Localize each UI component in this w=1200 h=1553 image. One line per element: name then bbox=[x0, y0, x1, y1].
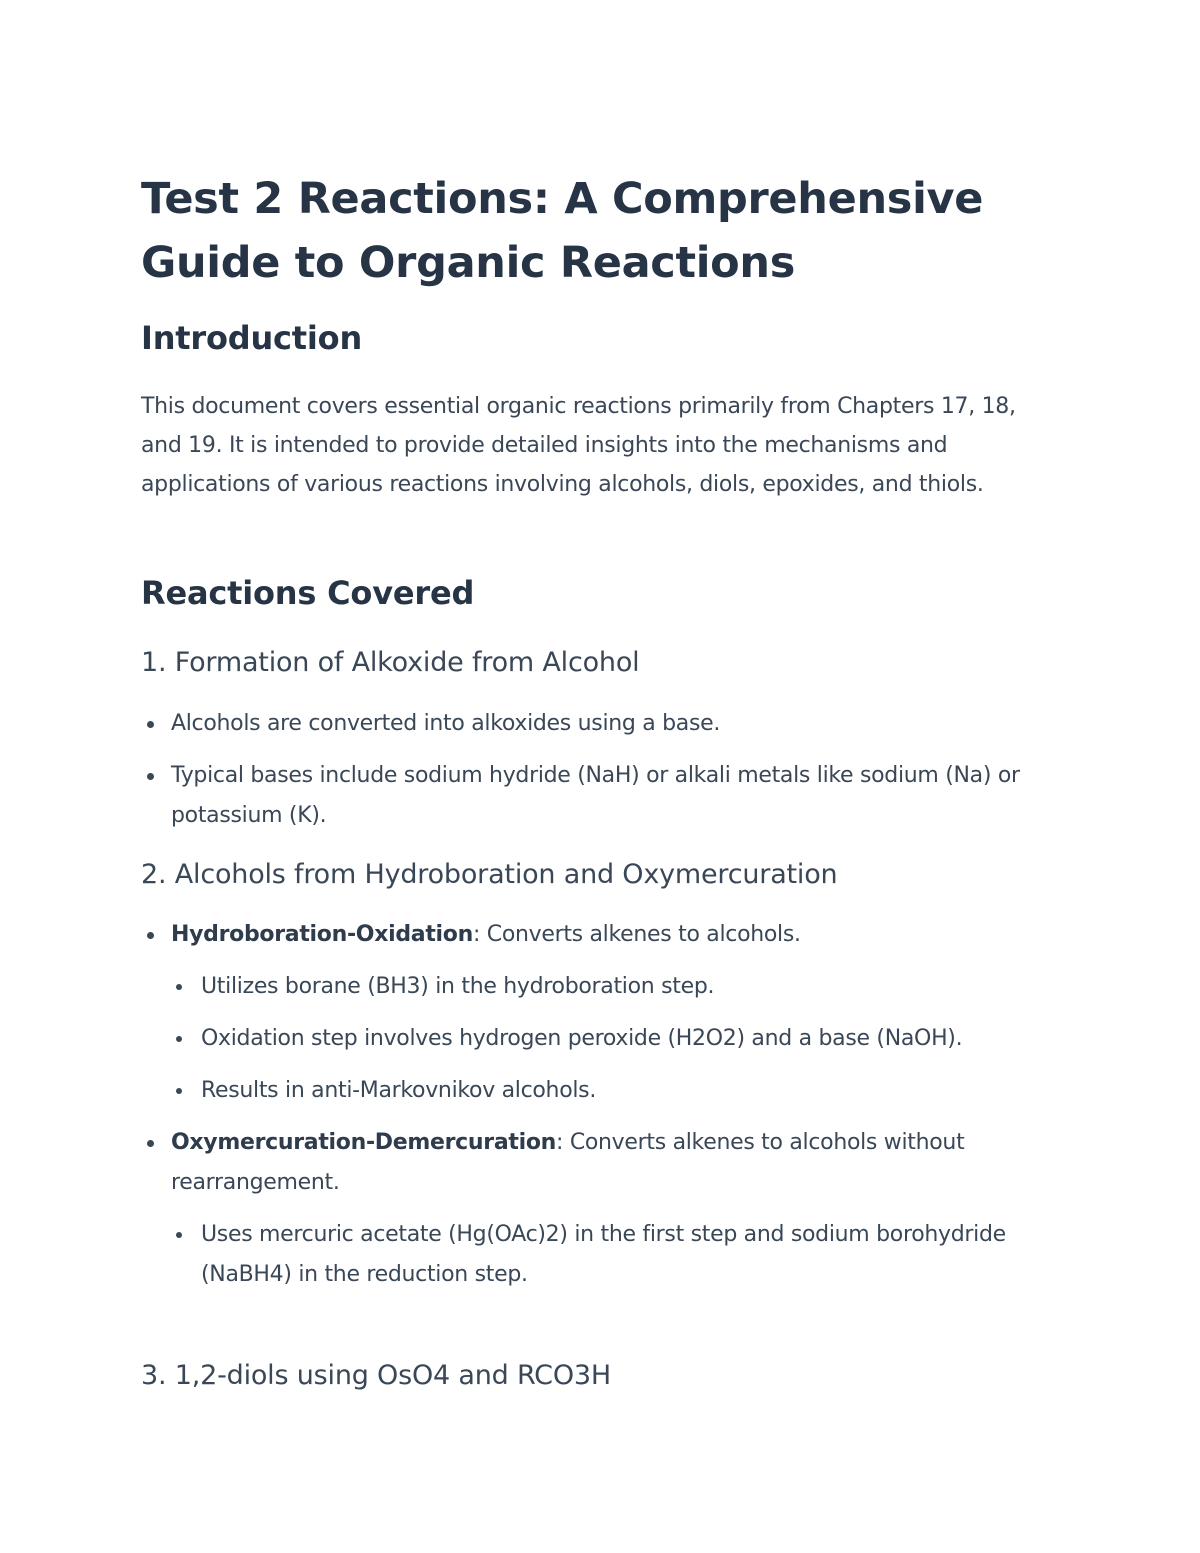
hydroboration-sublist bbox=[171, 967, 1071, 1111]
list-item-hydroboration bbox=[141, 915, 1071, 1111]
section-2-list bbox=[141, 915, 1071, 1307]
hydroboration-text: : Converts alkenes to alcohols. bbox=[472, 922, 801, 947]
list-item: Utilizes borane (BH3) in the hydroboration step. bbox=[171, 967, 1071, 1007]
introduction-paragraph: This document covers essential organic reactions primarily from Chapters 17, 18, and 19. It is intended to provide detailed insights into the mechanisms and applications of various reactions involving alcohols, diols, epoxides, and thiols. bbox=[141, 394, 1016, 497]
reactions-covered-heading: Reactions Covered bbox=[141, 574, 475, 612]
list-item: Oxidation step involves hydrogen peroxide (H2O2) and a base (NaOH). bbox=[171, 1019, 1071, 1059]
section-2-heading: 2. Alcohols from Hydroboration and Oxymercuration bbox=[141, 859, 838, 890]
section-3-heading: 3. 1,2-diols using OsO4 and RCO3H bbox=[141, 1360, 611, 1391]
hydroboration-term: Hydroboration-Oxidation bbox=[171, 922, 473, 947]
oxymercuration-sublist bbox=[171, 1215, 1071, 1295]
section-1-list bbox=[141, 704, 1071, 848]
list-item: Results in anti-Markovnikov alcohols. bbox=[171, 1071, 1071, 1111]
list-item: Alcohols are converted into alkoxides using a base. bbox=[141, 704, 1071, 744]
oxymercuration-term: Oxymercuration-Demercuration bbox=[171, 1130, 557, 1155]
section-1-heading: 1. Formation of Alkoxide from Alcohol bbox=[141, 647, 640, 678]
oxymercuration-text: : Converts alkenes to alcohols without rearrangement. bbox=[171, 1130, 965, 1195]
document-title: Test 2 Reactions: A Comprehensive Guide to Organic Reactions bbox=[141, 174, 984, 288]
list-item-oxymercuration bbox=[141, 1123, 1071, 1295]
list-item: Typical bases include sodium hydride (NaH) or alkali metals like sodium (Na) or potassium (K). bbox=[141, 756, 1071, 836]
list-item: Uses mercuric acetate (Hg(OAc)2) in the first step and sodium borohydride (NaBH4) in the reduction step. bbox=[171, 1215, 1071, 1295]
introduction-heading: Introduction bbox=[141, 319, 363, 357]
